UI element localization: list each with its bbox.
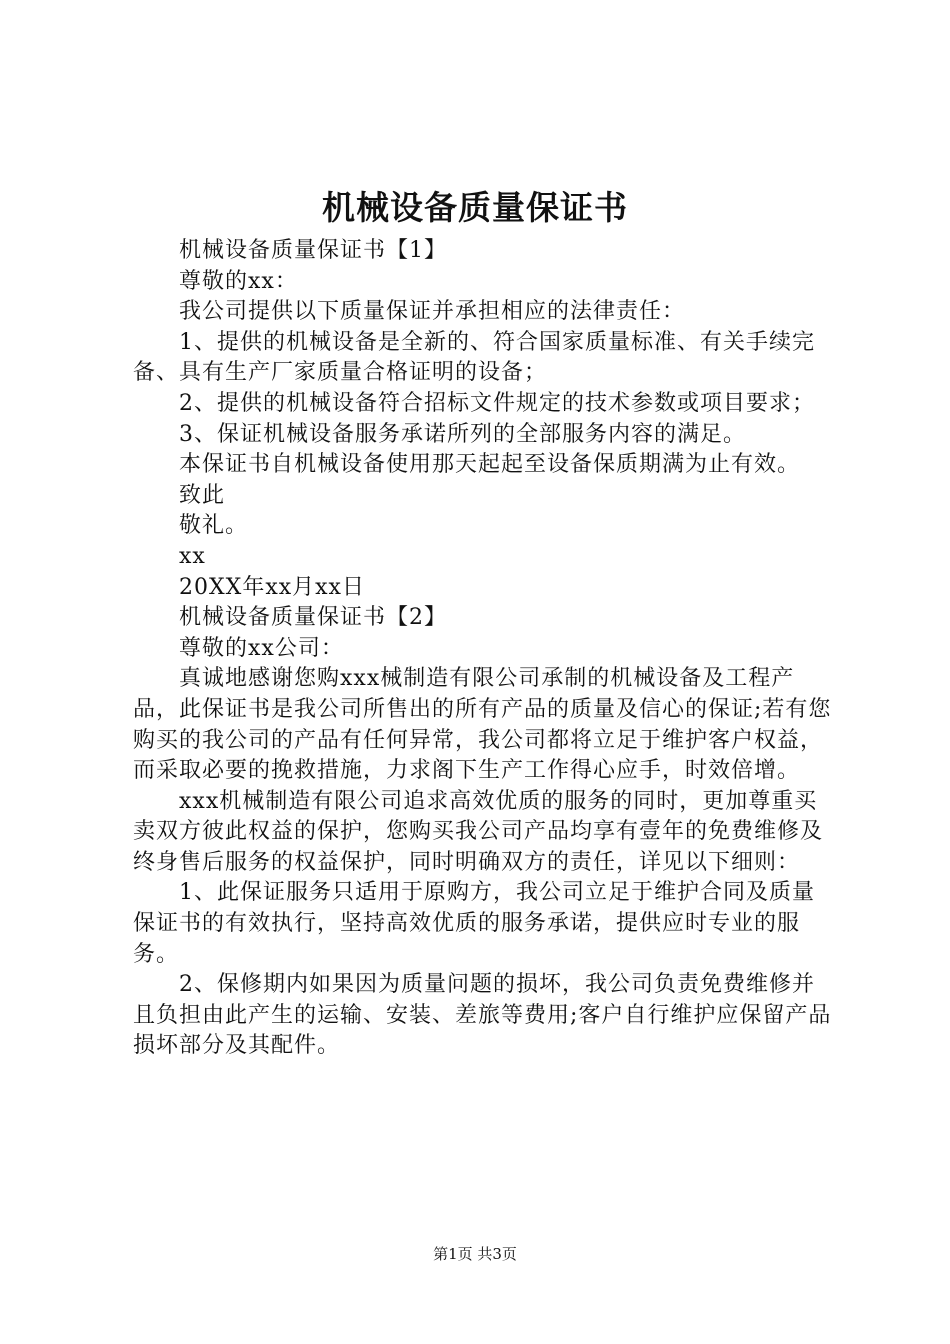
paragraph: 1、提供的机械设备是全新的、符合国家质量标准、有关手续完备、具有生产厂家质量合格证明的设备； xyxy=(133,329,815,386)
section-heading-1: 机械设备质量保证书【1】 xyxy=(179,238,447,263)
salutation-1: 尊敬的xx： xyxy=(179,268,298,294)
page-footer: 第1页 共3页 xyxy=(433,1245,517,1263)
paragraph: 3、保证机械设备服务承诺所列的全部服务内容的满足。 xyxy=(179,421,746,447)
closing: 致此 xyxy=(179,482,226,508)
paragraph: 本保证书自机械设备使用那天起起至设备保质期满为止有效。 xyxy=(179,452,801,478)
section-heading-2: 机械设备质量保证书【2】 xyxy=(179,605,447,631)
paragraph: xxx机械制造有限公司追求高效优质的服务的同时，更加尊重买卖双方彼此权益的保护，您购买我公司产品均享有壹年的免费维修及终身售后服务的权益保护，同时明确双方的责任，详见以下细则： xyxy=(133,788,824,875)
signature: xx xyxy=(179,543,206,569)
salutation-2: 尊敬的xx公司： xyxy=(179,635,344,661)
paragraph: 2、保修期内如果因为质量问题的损坏，我公司负责免费维修并且负担由此产生的运输、安装、差旅等费用;客户自行维护应保留产品损坏部分及其配件。 xyxy=(133,972,832,1059)
document-title: 机械设备质量保证书 xyxy=(322,188,628,227)
paragraph: 真诚地感谢您购xxx械制造有限公司承制的机械设备及工程产品，此保证书是我公司所售出的所有产品的质量及信心的保证;若有您购买的我公司的产品有任何异常，我公司都将立足于维护客户权益，而采取必要的挽救措施，力求阁下生产工作得心应手，时效倍增。 xyxy=(133,666,832,784)
date: 20XX年xx月xx日 xyxy=(179,574,365,600)
paragraph: 1、此保证服务只适用于原购方，我公司立足于维护合同及质量保证书的有效执行，坚持高效优质的服务承诺，提供应时专业的服务。 xyxy=(133,880,815,967)
document-body xyxy=(133,236,833,1062)
paragraph: 我公司提供以下质量保证并承担相应的法律责任： xyxy=(179,299,686,325)
closing: 敬礼。 xyxy=(179,513,249,539)
paragraph: 2、提供的机械设备符合招标文件规定的技术参数或项目要求； xyxy=(179,390,815,416)
